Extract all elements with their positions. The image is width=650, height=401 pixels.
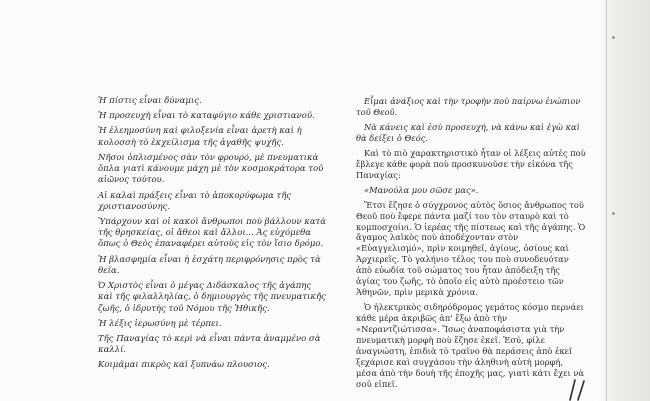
narrative-paragraph: Ὁ ἡλεκτρικὸς σιδηρόδρομος γεμάτος κόσμο περνάει κάθε μέρα ἀκριβῶς ἀπ' ἔξω ἀπὸ τὴν «Νεραντζιώτισσα». Ἴσως ἀναποφάσιστα γιὰ τὴν πνευματικὴ μορφὴ ποὺ ἔζησε ἐκεῖ. Ἐσύ, φίλε ἀναγνώστη, ἐπιδιὰ τὸ τραῖνο θὰ περάσεις ἀπὸ ἐκεῖ ξεχάρισε καὶ συγχάσου τὴν ἀληθινὴ αὐτὴ μορφή, μέσα ἀπὸ τὴν δουὴ τῆς ἐποχῆς μας, γιατὶ κάτι ἔχει νὰ σοῦ εἰπεῖ. — [356, 302, 584, 389]
aphorism: Κοιμᾶμαι πικρὸς καὶ ξυπνάω πλουσιος. — [98, 360, 270, 371]
aphorism: Ἡ προσευχὴ εἶναι τὸ καταφύγιο κάθε χριστιανοῦ. — [98, 111, 315, 122]
right-column — [356, 96, 586, 394]
scan-speck — [612, 212, 615, 215]
left-column — [98, 96, 326, 376]
narrative-paragraph: Ἔτσι ἔζησε ὁ σύγχρονος αὐτὸς ὅσιος ἄνθρωπος τοῦ Θεοῦ ποὺ ἔφερε πάντα μαζί του τὸν σταυρὸ καὶ τὸ κομποσχοίνι. Ὁ ἱερέας τῆς πίστεως καὶ τῆς ἀγάπης. Ὁ ἄγαμος λαϊκὸς ποὺ ἀποδέχονταν στὸν «Εὐαγγελισμό», πρὶν κοιμηθεῖ, ἁγίους, ὁσίους καὶ Ἀρχιερεῖς. Τὸ γαλήνιο τέλος του ποὺ συνοδευόταν ἀπὸ εὐωδία τοῦ σώματος του ἦταν ἀπόδειξη τῆς ἁγίας του ζωῆς, τὸ ὁποῖο εἰς αὐτὸ προέστειο τῶν Ἀθηνῶν, πρὶν μερικὰ χρόνια. — [356, 199, 586, 298]
binding-shadow — [597, 0, 650, 401]
aphorism: Νῆσοι ὁπλισμένος σὰν τὸν φρουρό, μὲ πνευματικὰ ὅπλα γιατὶ κάνουμε μάχη μὲ τὸν κοσμοκράτορα τοῦ αἰῶνος τούτου. — [98, 152, 324, 186]
quote: «Μανούλα μου σῶσε μας». — [364, 184, 479, 195]
saying: Εἶμαι ἀνάξιος καὶ τὴν τροφὴν ποὺ παίρνω ἐνώπιον τοῦ Θεοῦ. — [356, 96, 581, 117]
aphorism: Ὁ Χριστὸς εἶναι ὁ μέγας Διδάσκαλος τῆς ἀγάπης καὶ τῆς φιλαλληλίας, ὁ δημιουργὸς τῆς πνευματικῆς ζωῆς, ὁ ἱδρυτὴς τοῦ Νόμου τῆς Ἠθικῆς. — [98, 281, 326, 314]
saying: Νὰ κάνεις καὶ ἐσὺ προσευχή, νὰ κάνω καὶ ἐγὼ καὶ θὰ δείξει ὁ Θεός. — [356, 121, 580, 143]
aphorism: Ἡ πίστις εἶναι δύναμις. — [98, 96, 202, 106]
scan-speck — [612, 36, 615, 39]
aphorism: Ἡ ἐλεημοσύνη καὶ φιλοξενία εἶναι ἀρετὴ καὶ ἡ κολοσσὴ τὸ ἐκχείλισμα τῆς ἀγαθῆς ψυχῆς. — [98, 126, 302, 148]
aphorism: Ὑπάρχουν καὶ οἱ κακοὶ ἄνθρωποι ποὺ βάλλουν κατὰ τῆς θρησκείας, οἱ ἄθεοι καὶ ἄλλοι... Ἀς εὐχόμεθα ὅπως ὁ Θεὸς ἐπαναφέρει αὐτοὺς εἰς τὸν ἴσιο δρόμο. — [98, 216, 327, 250]
pen-mark-icon — [566, 378, 588, 401]
aphorism: Τῆς Παναγίας τὸ κερὶ νὰ εἶναι πάντα ἀναμμένο σὰ καλλί. — [98, 333, 321, 356]
narrative-paragraph: Καὶ τὸ πιὸ χαρακτηριστικὸ ἦταν οἱ λέξεις αὐτὲς ποὺ ἔβλεγε κάθε φορὰ ποὺ προσκυνοῦσε τὴν εἰκόνα τῆς Παναγίας: — [356, 147, 586, 180]
page-edge — [606, 0, 607, 401]
aphorism: Ἡ λέξις ἱερωσύνη μὲ τέρπει. — [98, 318, 222, 329]
aphorism: Ἡ βλασφημία εἶναι ἡ ἐσχάτη περιφρόνησις πρὸς τὰ θεῖα. — [98, 254, 321, 276]
aphorism: Αἱ καλαὶ πράξεις εἶναι τὸ ἀποκορύφωμα τῆς χριστιανοσύνης. — [98, 190, 292, 212]
